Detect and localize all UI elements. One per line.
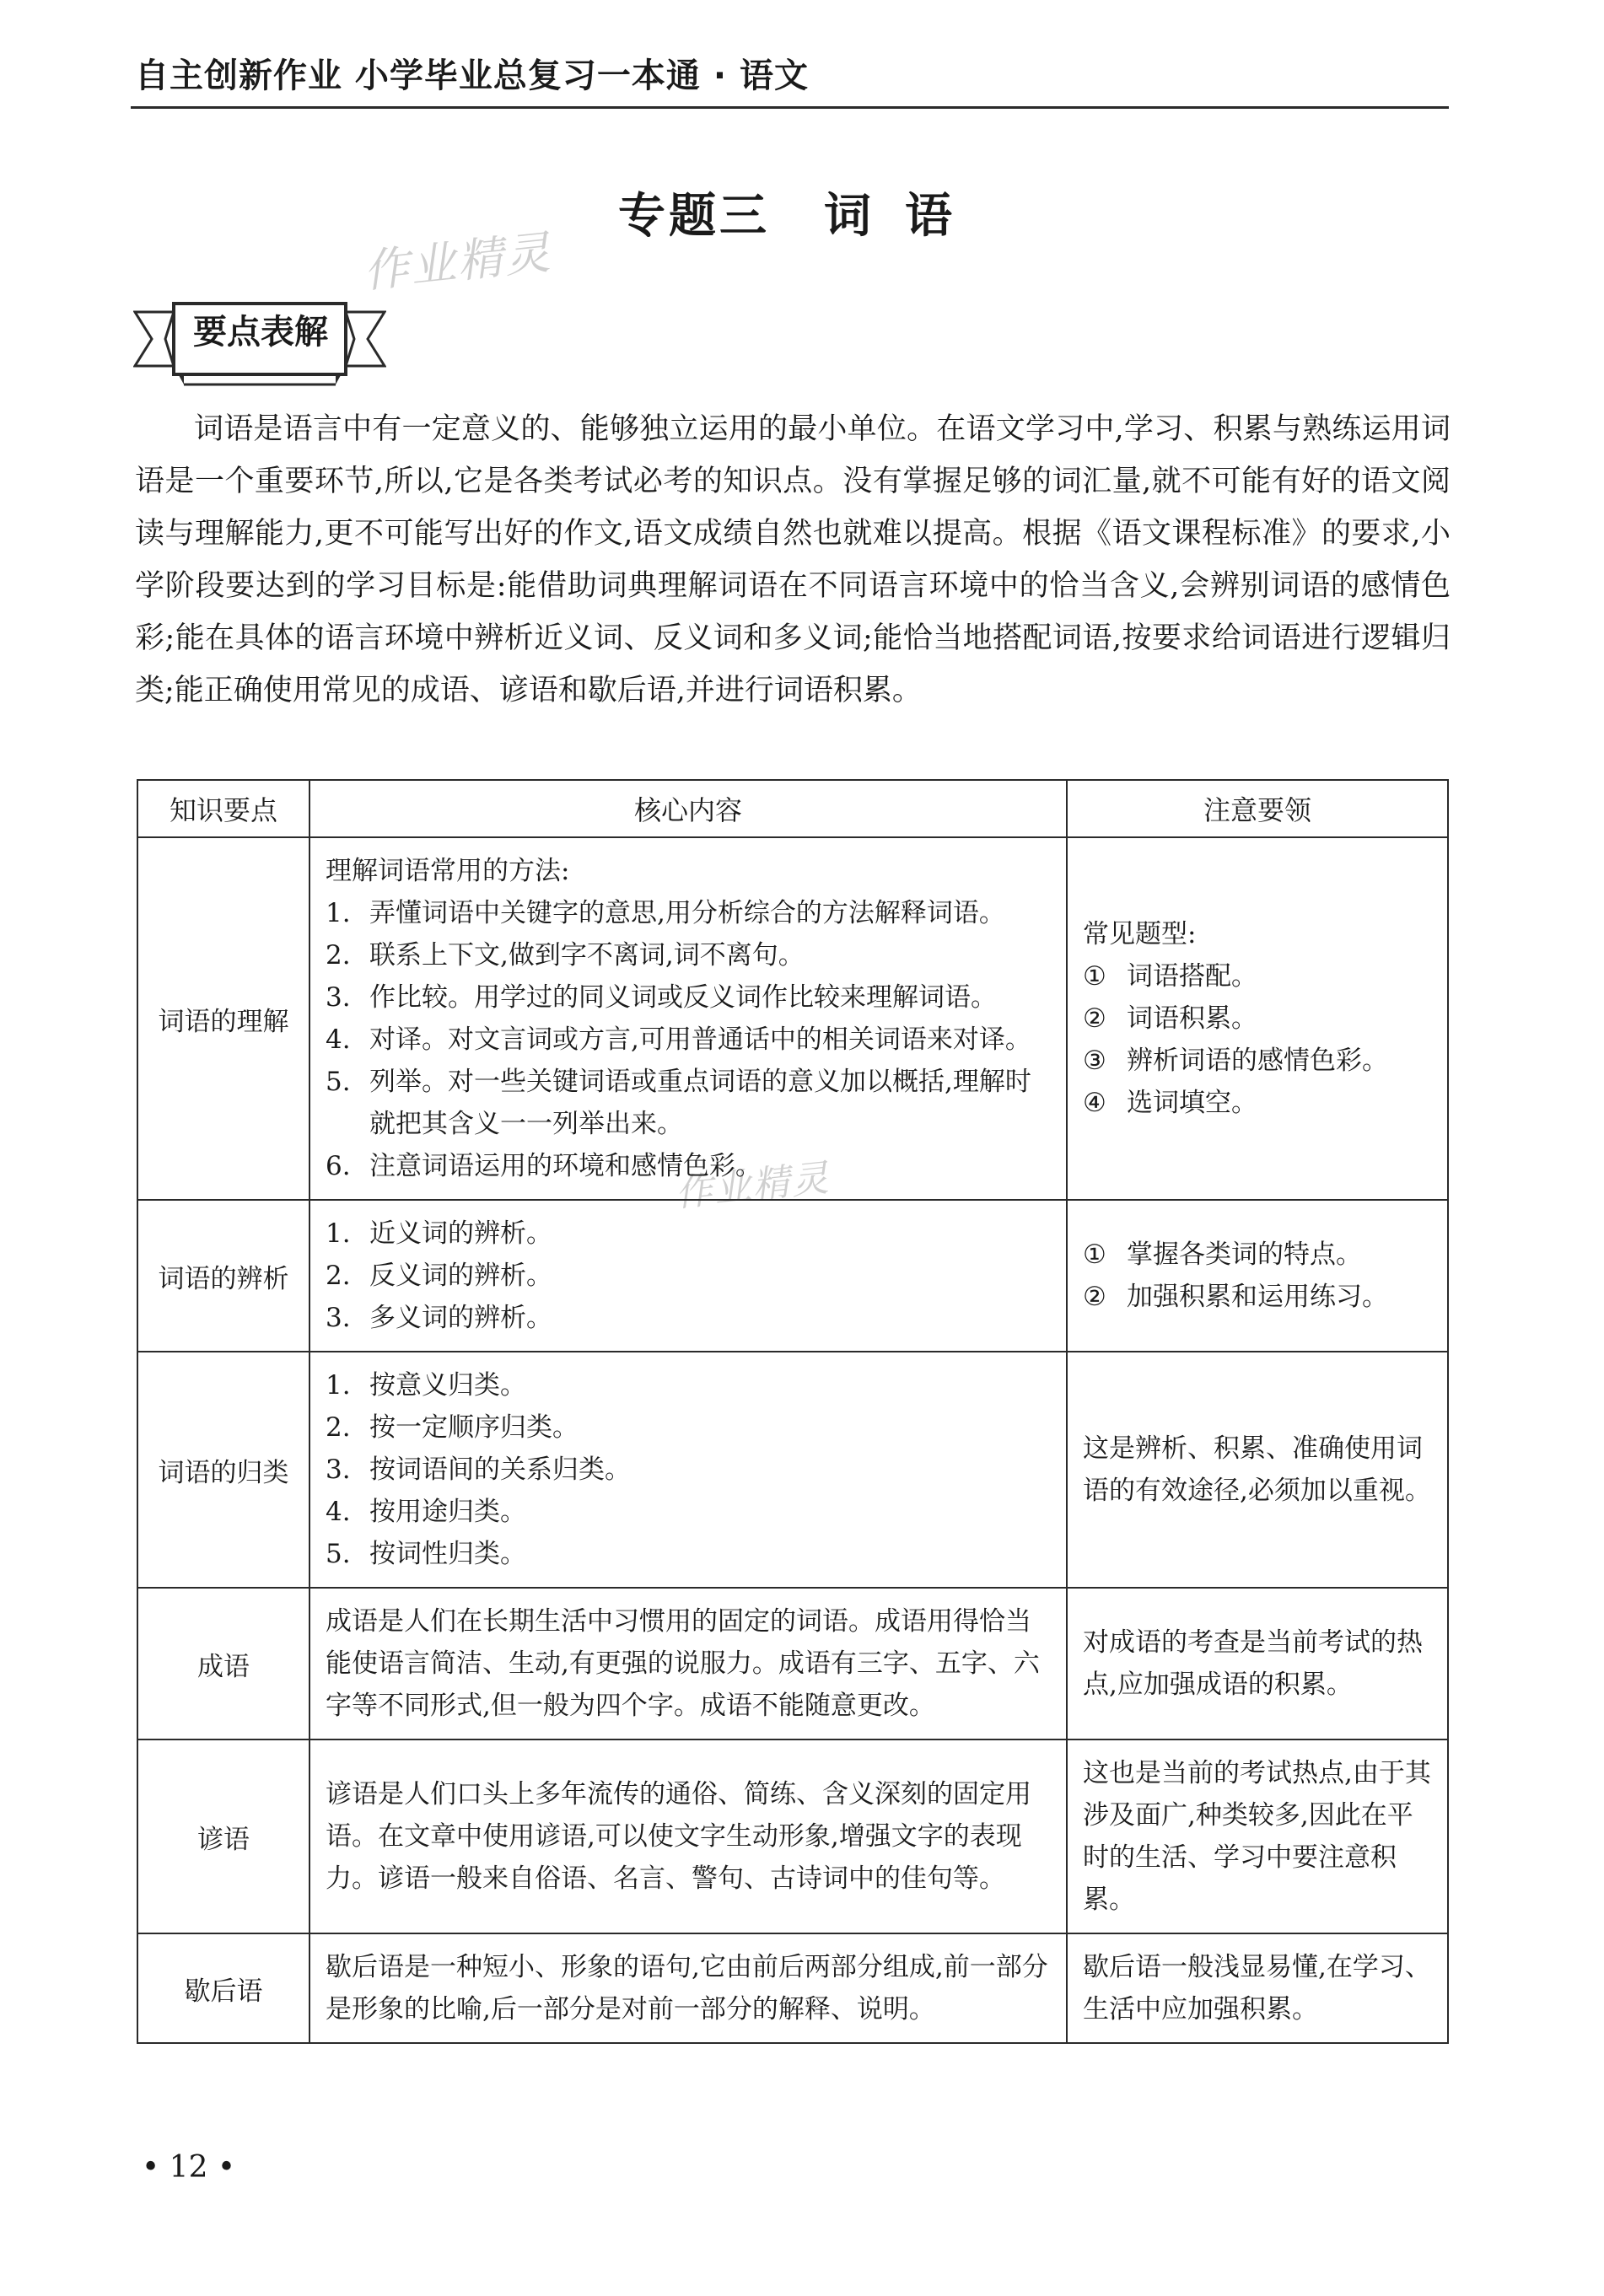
table-row — [137, 1933, 1448, 2043]
row-note — [1067, 1200, 1448, 1352]
knowledge-table — [137, 779, 1449, 2044]
watermark: 作业精灵 — [360, 225, 555, 298]
content-lead: 理解词语常用的方法: — [326, 856, 570, 886]
column-header: 注意要领 — [1067, 780, 1448, 837]
list-item: ① 词语搭配。 — [1083, 961, 1257, 992]
list-item: 6. 注意词语运用的环境和感情色彩。 — [326, 1151, 762, 1181]
list-item: 1. 按意义归类。 — [326, 1370, 526, 1401]
row-note: 对成语的考查是当前考试的热点,应加强成语的积累。 — [1067, 1588, 1448, 1739]
list-item: 2. 联系上下文,做到字不离词,词不离句。 — [326, 940, 805, 971]
table-row — [137, 1739, 1448, 1933]
watermark: 作业精灵 — [673, 1156, 832, 1216]
row-note: 这是辨析、积累、准确使用词语的有效途径,必须加以重视。 — [1067, 1352, 1448, 1588]
table-header-row — [137, 780, 1448, 837]
list-item: ② 加强积累和运用练习。 — [1083, 1282, 1388, 1312]
list-item: 5. 列举。对一些关键词语或重点词语的意义加以概括,理解时就把其含义一一列举出来。 — [326, 1067, 1031, 1139]
intro-paragraph: 词语是语言中有一定意义的、能够独立运用的最小单位。在语文学习中,学习、积累与熟练运用词语是一个重要环节,所以,它是各类考试必考的知识点。没有掌握足够的词汇量,就不可能有好的语文阅读与理解能力,更不可能写出好的作文,语文成绩自然也就难以提高。根据《语文课程标准》的要求,小学阶段要达到的学习目标是:能借助词典理解词语在不同语言环境中的恰当含义,会辨别词语的感情色彩;能在具体的语言环境中辨析近义词、反义词和多义词;能恰当地搭配词语,按要求给词语进行逻辑归类;能正确使用常见的成语、谚语和歇后语,并进行词语积累。 — [135, 412, 1451, 707]
row-note — [1067, 837, 1448, 1200]
list-item: 2. 反义词的辨析。 — [326, 1261, 552, 1291]
row-topic: 成语 — [137, 1588, 309, 1739]
list-item: 3. 多义词的辨析。 — [326, 1303, 552, 1333]
row-topic: 词语的辨析 — [137, 1200, 309, 1352]
row-content: 谚语是人们口头上多年流传的通俗、简练、含义深刻的固定用语。在文章中使用谚语,可以使文字生动形象,增强文字的表现力。谚语一般来自俗语、名言、警句、古诗词中的佳句等。 — [309, 1739, 1067, 1933]
list-item: ③ 辨析词语的感情色彩。 — [1083, 1046, 1388, 1076]
column-header: 知识要点 — [137, 780, 309, 837]
row-note: 歇后语一般浅显易懂,在学习、生活中应加强积累。 — [1067, 1933, 1448, 2043]
page-title — [0, 179, 1604, 246]
table-row — [137, 1200, 1448, 1352]
list-item: 4. 对译。对文言词或方言,可用普通话中的相关词语来对译。 — [326, 1024, 1031, 1055]
list-item: 5. 按词性归类。 — [326, 1539, 526, 1569]
table-row — [137, 1588, 1448, 1739]
list-item: 4. 按用途归类。 — [326, 1497, 526, 1527]
list-item: 3. 作比较。用学过的同义词或反义词作比较来理解词语。 — [326, 982, 997, 1013]
row-content: 成语是人们在长期生活中习惯用的固定的词语。成语用得恰当能使语言简洁、生动,有更强的说服力。成语有三字、五字、六字等不同形式,但一般为四个字。成语不能随意更改。 — [309, 1588, 1067, 1739]
section-banner-label: 要点表解 — [193, 313, 328, 352]
row-content — [309, 1352, 1067, 1588]
row-topic: 歇后语 — [137, 1933, 309, 2043]
row-content — [309, 837, 1067, 1200]
table-row — [137, 837, 1448, 1200]
running-header: 自主创新作业 小学毕业总复习一本通 · 语文 — [135, 56, 809, 95]
row-content: 歇后语是一种短小、形象的语句,它由前后两部分组成,前一部分是形象的比喻,后一部分是对前一部分的解释、说明。 — [309, 1933, 1067, 2043]
list-item: ② 词语积累。 — [1083, 1003, 1257, 1034]
note-lead: 常见题型: — [1083, 919, 1197, 949]
list-item: 1. 近义词的辨析。 — [326, 1218, 552, 1249]
table-row — [137, 1352, 1448, 1588]
list-item: 2. 按一定顺序归类。 — [326, 1412, 579, 1443]
list-item: ① 掌握各类词的特点。 — [1083, 1239, 1362, 1270]
row-content — [309, 1200, 1067, 1352]
row-topic: 谚语 — [137, 1739, 309, 1933]
list-item: 3. 按词语间的关系归类。 — [326, 1454, 631, 1485]
list-item: 1. 弄懂词语中关键字的意思,用分析综合的方法解释词语。 — [326, 898, 1005, 928]
row-note: 这也是当前的考试热点,由于其涉及面广,种类较多,因此在平时的生活、学习中要注意积累。 — [1067, 1739, 1448, 1933]
column-header: 核心内容 — [309, 780, 1067, 837]
header-rule — [131, 106, 1449, 109]
row-topic: 词语的理解 — [137, 837, 309, 1200]
topic-name: 词语 — [824, 189, 986, 244]
row-topic: 词语的归类 — [137, 1352, 309, 1588]
topic-label: 专题三 — [618, 189, 770, 244]
list-item: ④ 选词填空。 — [1083, 1088, 1257, 1118]
page-number: • 12 • — [142, 2150, 236, 2185]
